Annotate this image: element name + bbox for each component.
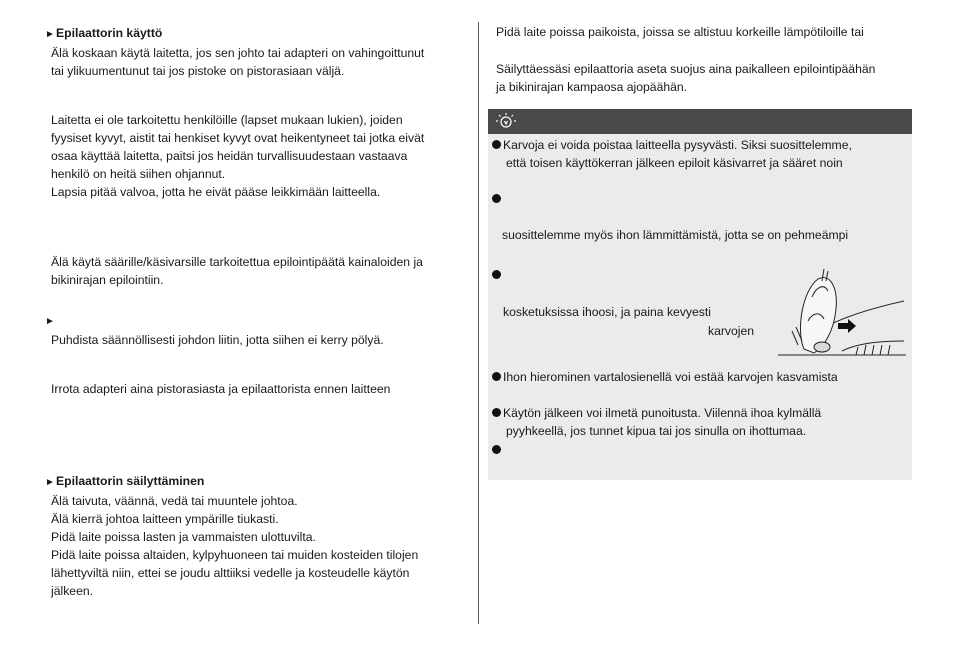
text-line: henkilö on heitä siihen ohjannut. (51, 167, 226, 181)
para-head (51, 253, 471, 289)
column-divider (478, 22, 479, 624)
epilator-illustration (778, 269, 908, 359)
storage-line: Pidä laite poissa lasten ja vammaisten ulottuvilta. (51, 530, 316, 544)
tip-permanent: Karvoja ei voida poistaa laitteella pysyvästi. Siksi suosittelemme, että toisen käyttökerran jälkeen epiloit käsivarret ja sääret noin (492, 136, 902, 172)
bullet-dot-icon (492, 140, 501, 149)
section-usage-title: ►Epilaattorin käyttö (45, 24, 465, 44)
section-usage (45, 24, 465, 80)
tip-empty-2 (492, 266, 503, 284)
para-cover (496, 60, 912, 96)
text-line: Puhdista säännöllisesti johdon liitin, jotta siihen ei kerry pölyä. (51, 333, 384, 347)
tip-sponge: Ihon hierominen vartalosienellä voi estää karvojen kasvamista (492, 368, 902, 386)
bullet-dot-icon (492, 408, 501, 417)
triangle-bullet-icon: ► (45, 477, 55, 488)
lightbulb-icon (495, 112, 517, 132)
bullet-dot-icon (492, 194, 501, 203)
bullet-dot-icon (492, 445, 501, 454)
usage-line: tai ylikuumentunut tai jos pistoke on pistorasiaan väljä. (51, 64, 345, 78)
tip-warm-skin: suosittelemme myös ihon lämmittämistä, jotta se on pehmeämpi (502, 228, 849, 242)
tip-empty-1 (492, 190, 503, 208)
para-cleaning (45, 311, 465, 349)
bullet-dot-icon (492, 270, 501, 279)
storage-line: Älä taivuta, väännä, vedä tai muuntele johtoa. (51, 494, 298, 508)
triangle-bullet-icon: ► (45, 316, 55, 327)
text-line: fyysiset kyvyt, aistit tai henkiset kyvyt ovat heikentyneet tai jotka eivät (51, 131, 425, 145)
triangle-bullet-icon: ► (45, 29, 55, 40)
storage-line: Pidä laite poissa altaiden, kylpyhuoneen tai muiden kosteiden tilojen (51, 548, 419, 562)
storage-line: jälkeen. (51, 584, 94, 598)
tip-contact: kosketuksissa ihoosi, ja paina kevyesti (503, 305, 711, 319)
tip-empty-3 (492, 441, 503, 459)
text-line: Lapsia pitää valvoa, jotta he eivät pääse leikkimään laitteella. (51, 185, 381, 199)
bullet-dot-icon (492, 372, 501, 381)
text-line: Säilyttäessäsi epilaattoria aseta suojus aina paikalleen epilointipäähän (496, 62, 876, 76)
storage-line: Älä kierrä johtoa laitteen ympärille tiukasti. (51, 512, 279, 526)
text-line: Pidä laite poissa paikoista, joissa se altistuu korkeille lämpötiloille tai (496, 25, 864, 39)
usage-line: Älä koskaan käytä laitetta, jos sen johto tai adapteri on vahingoittunut (51, 46, 425, 60)
section-storage (45, 472, 465, 600)
tip-redness: Käytön jälkeen voi ilmetä punoitusta. Viilennä ihoa kylmällä pyyhkeellä, jos tunnet kipua tai jos sinulla on ihottumaa. (492, 404, 902, 440)
text-line: Irrota adapteri aina pistorasiasta ja epilaattorista ennen laitteen (51, 382, 391, 396)
text-line: Älä käytä säärille/käsivarsille tarkoitettua epilointipäätä kainaloiden ja (51, 255, 423, 269)
para-heat (496, 23, 912, 41)
text-line: bikinirajan epilointiin. (51, 273, 164, 287)
tips-header-bar (488, 109, 912, 134)
text-line: osaa käyttää laitetta, paitsi jos heidän turvallisuudestaan vastaava (51, 149, 408, 163)
para-persons (51, 111, 471, 201)
storage-line: lähettyviltä niin, ettei se joudu alttiiksi vedelle ja kosteudelle käytön (51, 566, 410, 580)
tips-box (488, 109, 912, 480)
text-line: Laitetta ei ole tarkoitettu henkilöille (lapset mukaan lukien), joiden (51, 113, 403, 127)
section-storage-title: ►Epilaattorin säilyttäminen (45, 472, 465, 492)
tip-hairs: karvojen (708, 324, 755, 338)
text-line: ja bikinirajan kampaosa ajopäähän. (496, 80, 688, 94)
para-adapter (51, 380, 471, 398)
